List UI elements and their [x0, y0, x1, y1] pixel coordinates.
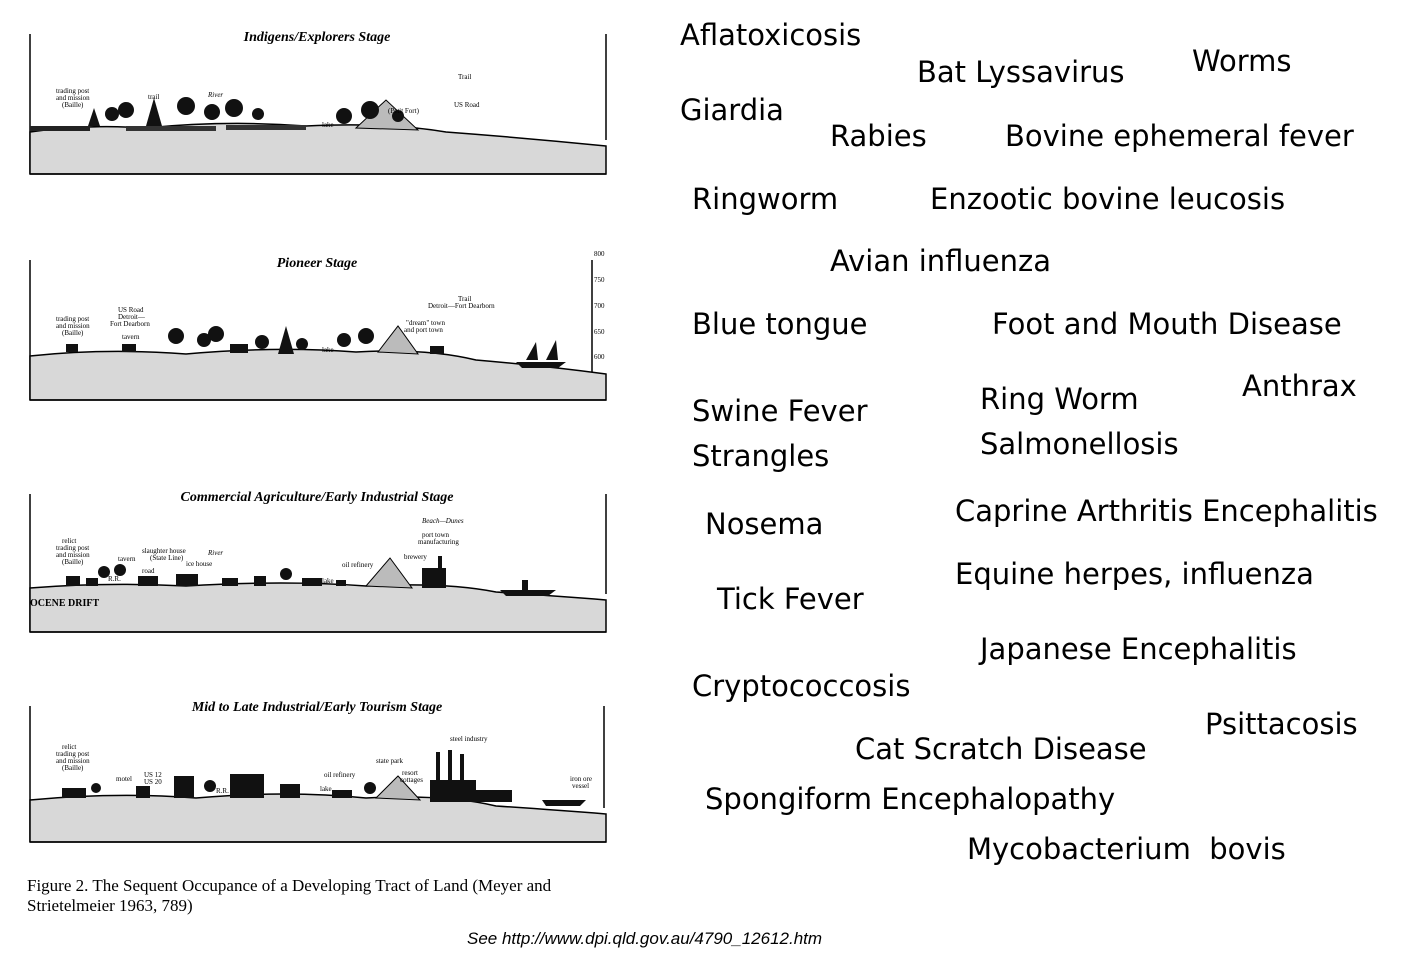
label: relict — [62, 743, 77, 751]
label: oil refinery — [324, 771, 356, 779]
disease-cat-scratch: Cat Scratch Disease — [855, 732, 1147, 766]
disease-ring-worm: Ring Worm — [980, 382, 1139, 416]
label: manufacturing — [418, 538, 459, 546]
disease-bovine-ephemeral-fever: Bovine ephemeral fever — [1005, 119, 1354, 153]
label: R.R. — [216, 787, 229, 795]
label: trading post — [56, 750, 90, 758]
disease-anthrax: Anthrax — [1242, 369, 1357, 403]
label: (Baille) — [62, 764, 84, 772]
label: port town — [422, 531, 450, 539]
label: (Petit Fort) — [388, 107, 419, 115]
disease-nosema: Nosema — [705, 507, 824, 541]
landscape-illustration — [26, 22, 608, 202]
label: US Road — [118, 306, 144, 314]
label: (Baille) — [62, 329, 84, 337]
label: brewery — [404, 553, 427, 561]
label: tavern — [118, 555, 136, 563]
stage-title: Mid to Late Industrial/Early Tourism Stage — [191, 700, 443, 715]
label: relict — [62, 537, 77, 545]
label: Detroit— — [118, 313, 145, 321]
scale-tick: 800 — [594, 250, 605, 258]
disease-salmonellosis: Salmonellosis — [980, 427, 1179, 461]
figure-caption: Figure 2. The Sequent Occupance of a Developing Tract of Land (Meyer and Strietelmeier 1963, 789) — [27, 876, 552, 915]
disease-swine-fever: Swine Fever — [692, 394, 868, 428]
label: trading post — [56, 544, 90, 552]
disease-tick-fever: Tick Fever — [717, 582, 864, 616]
label: lake — [322, 577, 334, 585]
label: Detroit—Fort Dearborn — [428, 302, 495, 310]
label: US Road — [454, 101, 480, 109]
label: OCENE DRIFT — [30, 598, 100, 609]
stage-title: Pioneer Stage — [276, 256, 358, 271]
label: slaughter house — [142, 547, 186, 555]
landscape-illustration — [26, 482, 608, 662]
disease-psittacosis: Psittacosis — [1205, 707, 1358, 741]
label: "dream" town — [406, 319, 445, 327]
disease-aflatoxicosis: Aflatoxicosis — [680, 18, 862, 52]
disease-japanese-encephalitis: Japanese Encephalitis — [980, 632, 1297, 666]
label: and mission — [56, 757, 90, 765]
disease-worms: Worms — [1192, 44, 1292, 78]
label: River — [208, 91, 224, 99]
source-link[interactable]: See http://www.dpi.qld.gov.au/4790_12612.htm — [467, 929, 823, 948]
landscape-illustration — [26, 250, 608, 430]
panel-indigens-explorers — [26, 22, 608, 202]
disease-blue-tongue: Blue tongue — [692, 307, 868, 341]
label: (Baille) — [62, 101, 84, 109]
label: lake — [322, 121, 334, 129]
disease-foot-and-mouth: Foot and Mouth Disease — [992, 307, 1342, 341]
disease-mycobacterium-bovis: Mycobacterium bovis — [967, 832, 1286, 866]
label: steel industry — [450, 735, 488, 743]
disease-caprine-arthritis-encephalitis: Caprine Arthritis Encephalitis — [955, 494, 1378, 528]
label: and mission — [56, 551, 90, 559]
label: road — [142, 567, 155, 575]
disease-cryptococcosis: Cryptococcosis — [692, 669, 911, 703]
label: and mission — [56, 94, 90, 102]
label: trading post — [56, 315, 90, 323]
label: River — [208, 549, 224, 557]
label: trading post — [56, 87, 90, 95]
stage-title: Indigens/Explorers Stage — [243, 30, 391, 45]
panel-mid-late-industrial — [26, 694, 608, 874]
landscape-illustration — [26, 694, 608, 874]
label: Trail — [458, 295, 472, 303]
panel-commercial-agriculture — [26, 482, 608, 662]
label: trail — [148, 93, 160, 101]
scale-tick: 650 — [594, 328, 605, 336]
disease-avian-influenza: Avian influenza — [830, 244, 1052, 278]
panel-pioneer — [26, 250, 608, 430]
disease-strangles: Strangles — [692, 439, 830, 473]
disease-spongiform-encephalopathy: Spongiform Encephalopathy — [705, 782, 1116, 816]
label: (State Line) — [150, 554, 184, 562]
scale-tick: 600 — [594, 353, 605, 361]
label: iron ore — [570, 775, 592, 783]
label: Trail — [458, 73, 472, 81]
label: resort — [402, 769, 418, 777]
disease-rabies: Rabies — [830, 119, 927, 153]
scale-tick: 700 — [594, 302, 605, 310]
label: vessel — [572, 782, 590, 790]
disease-bat-lyssavirus: Bat Lyssavirus — [917, 55, 1125, 89]
label: Beach—Dunes — [422, 517, 464, 525]
label: R.R. — [108, 575, 121, 583]
stage-title: Commercial Agriculture/Early Industrial Stage — [180, 490, 454, 505]
scale-tick: 750 — [594, 276, 605, 284]
label: state park — [376, 757, 404, 765]
label: US 20 — [144, 778, 162, 786]
label: US 12 — [144, 771, 162, 779]
label: and mission — [56, 322, 90, 330]
label: lake — [320, 785, 332, 793]
label: ice house — [186, 560, 213, 568]
label: oil refinery — [342, 561, 374, 569]
label: and port town — [404, 326, 443, 334]
disease-equine-herpes-influenza: Equine herpes, influenza — [955, 557, 1314, 591]
disease-ringworm: Ringworm — [692, 182, 839, 216]
disease-giardia: Giardia — [680, 93, 784, 127]
disease-enzootic-bovine-leucosis: Enzootic bovine leucosis — [930, 182, 1286, 216]
label: tavern — [122, 333, 140, 341]
label: motel — [116, 775, 132, 783]
label: Fort Dearborn — [110, 320, 150, 328]
label: cottages — [400, 776, 423, 784]
label: (Baille) — [62, 558, 84, 566]
label: lake — [322, 346, 334, 354]
